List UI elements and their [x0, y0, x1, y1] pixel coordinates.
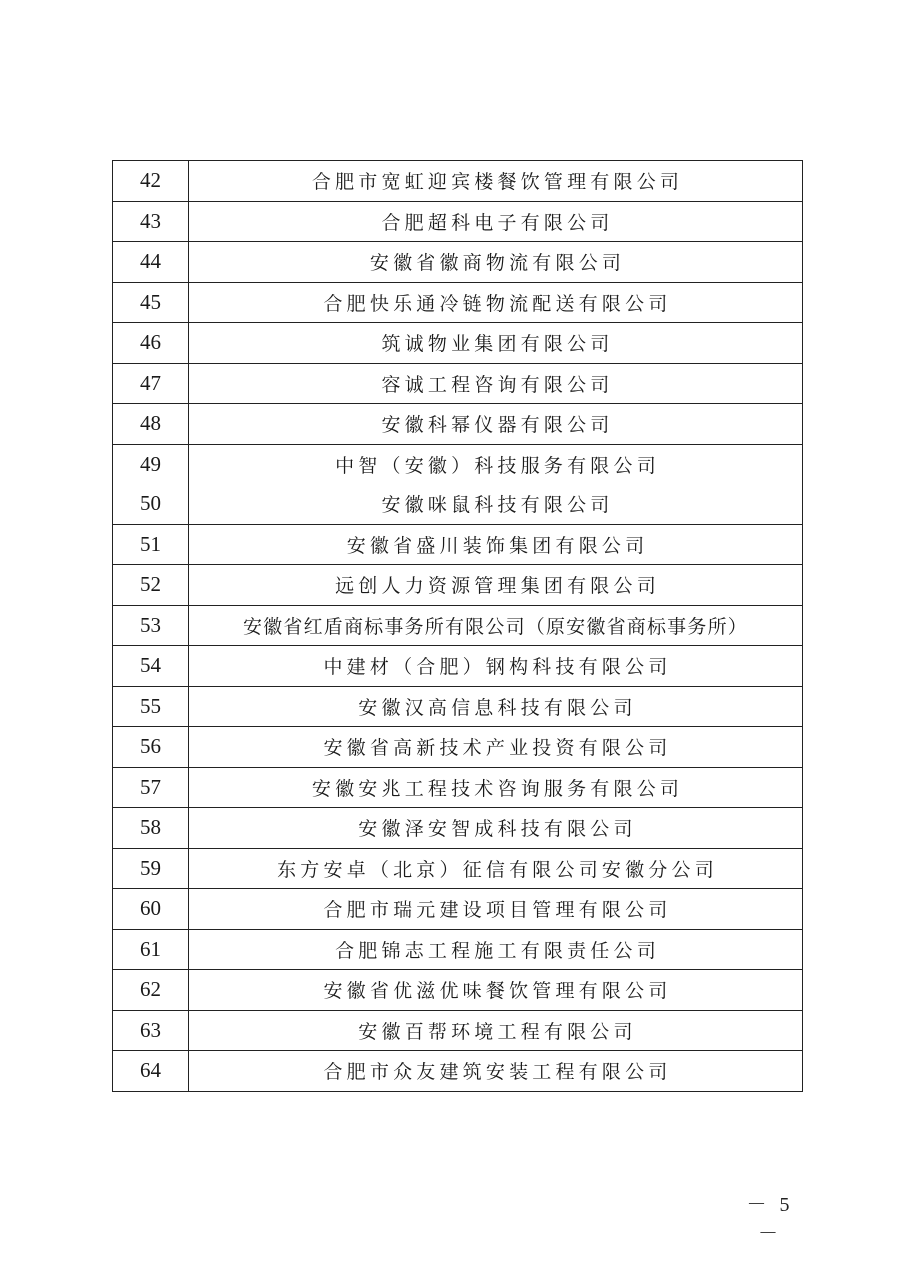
table-row — [113, 282, 803, 323]
row-number: 49 — [113, 444, 189, 484]
company-name: 安徽汉高信息科技有限公司 — [189, 686, 803, 727]
row-number: 47 — [113, 363, 189, 404]
company-name: 筑诚物业集团有限公司 — [189, 323, 803, 364]
company-name: 容诚工程咨询有限公司 — [189, 363, 803, 404]
company-name: 远创人力资源管理集团有限公司 — [189, 565, 803, 606]
table-row — [113, 929, 803, 970]
company-name: 合肥市众友建筑安装工程有限公司 — [189, 1051, 803, 1092]
row-number: 48 — [113, 404, 189, 445]
row-number: 59 — [113, 848, 189, 889]
row-number: 50 — [113, 484, 189, 524]
company-name: 中建材（合肥）钢构科技有限公司 — [189, 646, 803, 687]
row-number: 42 — [113, 161, 189, 202]
company-name: 合肥快乐通冷链物流配送有限公司 — [189, 282, 803, 323]
table-row — [113, 727, 803, 768]
table-row — [113, 970, 803, 1011]
company-name: 合肥超科电子有限公司 — [189, 201, 803, 242]
table-row — [113, 605, 803, 646]
table-row — [113, 363, 803, 404]
table-row — [113, 404, 803, 445]
row-number: 51 — [113, 524, 189, 565]
company-name: 安徽咪鼠科技有限公司 — [189, 484, 803, 524]
table-row — [113, 889, 803, 930]
table-row — [113, 444, 803, 484]
row-number: 45 — [113, 282, 189, 323]
table-row — [113, 242, 803, 283]
row-number: 62 — [113, 970, 189, 1011]
table-row — [113, 1051, 803, 1092]
table-row — [113, 686, 803, 727]
row-number: 57 — [113, 767, 189, 808]
row-number: 63 — [113, 1010, 189, 1051]
row-number: 43 — [113, 201, 189, 242]
company-name: 中智（安徽）科技服务有限公司 — [189, 444, 803, 484]
table-row — [113, 323, 803, 364]
row-number: 56 — [113, 727, 189, 768]
table-row — [113, 767, 803, 808]
row-number: 61 — [113, 929, 189, 970]
company-name: 合肥市宽虹迎宾楼餐饮管理有限公司 — [189, 161, 803, 202]
table-row — [113, 524, 803, 565]
table-row — [113, 565, 803, 606]
row-number: 54 — [113, 646, 189, 687]
table-row — [113, 848, 803, 889]
company-name: 安徽省红盾商标事务所有限公司（原安徽省商标事务所） — [189, 605, 803, 646]
row-number: 44 — [113, 242, 189, 283]
row-number: 46 — [113, 323, 189, 364]
company-name: 安徽省优滋优味餐饮管理有限公司 — [189, 970, 803, 1011]
company-name: 安徽科幂仪器有限公司 — [189, 404, 803, 445]
page-number: － 5 － — [746, 1194, 794, 1245]
company-name: 安徽省徽商物流有限公司 — [189, 242, 803, 283]
table-row — [113, 646, 803, 687]
row-number: 64 — [113, 1051, 189, 1092]
row-number: 53 — [113, 605, 189, 646]
company-name: 安徽安兆工程技术咨询服务有限公司 — [189, 767, 803, 808]
table-row — [113, 808, 803, 849]
company-name: 安徽省高新技术产业投资有限公司 — [189, 727, 803, 768]
row-number: 55 — [113, 686, 189, 727]
company-name: 安徽泽安智成科技有限公司 — [189, 808, 803, 849]
company-name: 合肥锦志工程施工有限责任公司 — [189, 929, 803, 970]
table-row — [113, 1010, 803, 1051]
table-row — [113, 161, 803, 202]
company-name: 安徽百帮环境工程有限公司 — [189, 1010, 803, 1051]
row-number: 52 — [113, 565, 189, 606]
company-name: 安徽省盛川装饰集团有限公司 — [189, 524, 803, 565]
company-list-table — [112, 160, 803, 1092]
table-row — [113, 484, 803, 524]
row-number: 60 — [113, 889, 189, 930]
company-name: 合肥市瑞元建设项目管理有限公司 — [189, 889, 803, 930]
table-row — [113, 201, 803, 242]
row-number: 58 — [113, 808, 189, 849]
company-name: 东方安卓（北京）征信有限公司安徽分公司 — [189, 848, 803, 889]
